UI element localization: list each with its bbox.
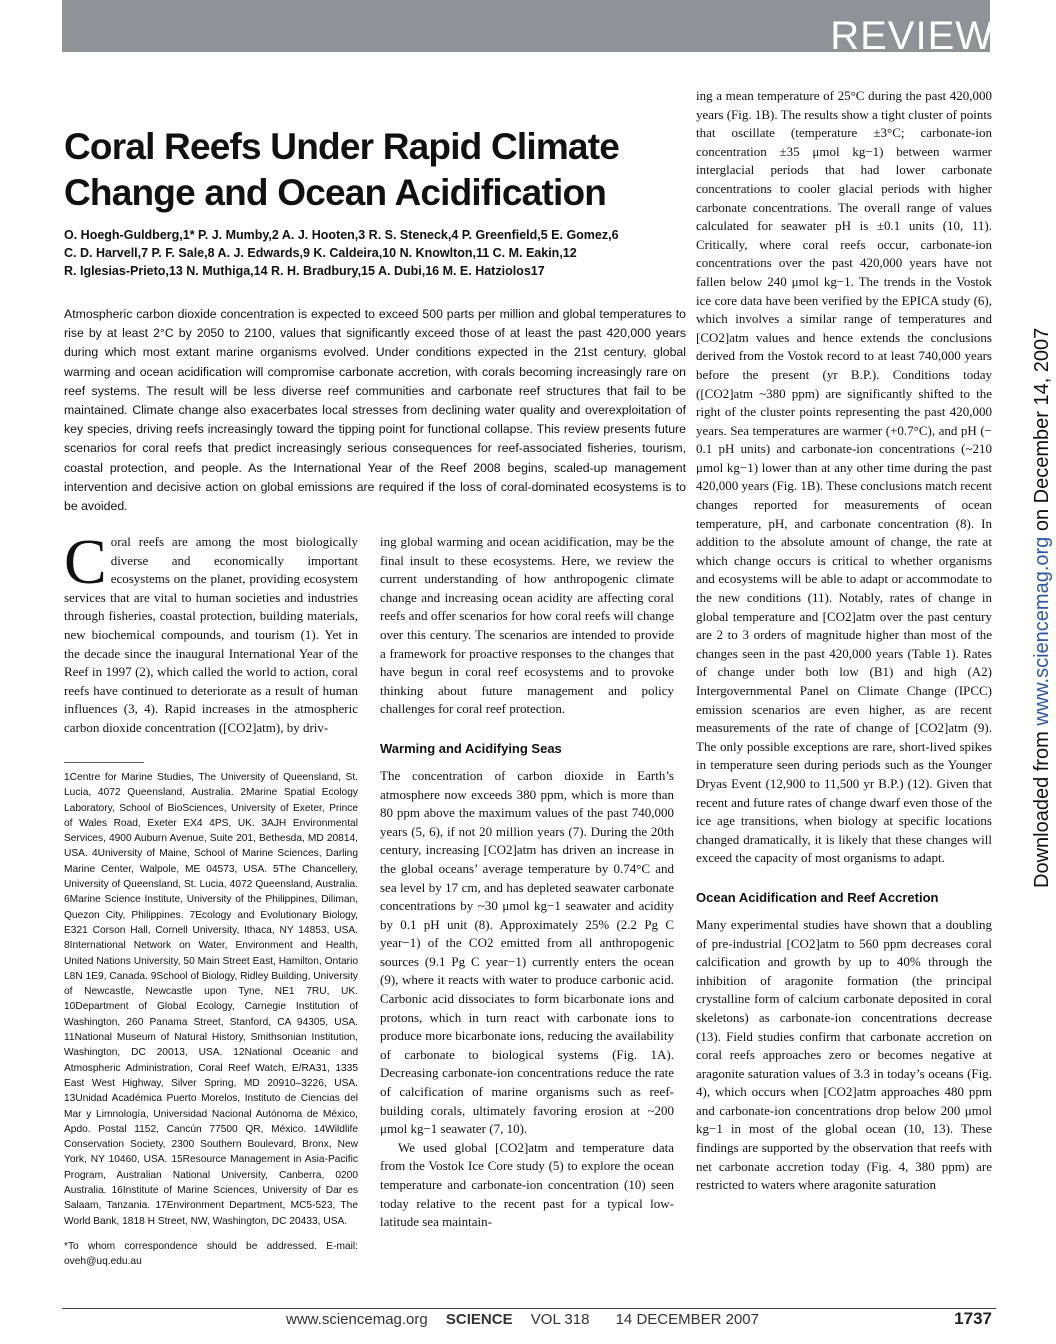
body-column-3 (696, 87, 992, 1195)
download-url-link[interactable]: www.sciencemag.org (1031, 536, 1053, 726)
title-line: Change and Ocean Acidification (64, 172, 607, 213)
download-note (1008, 178, 1056, 888)
page-number: 1737 (954, 1309, 992, 1328)
title-line: Coral Reefs Under Rapid Climate (64, 126, 620, 167)
section-heading-warming: Warming and Acidifying Seas (380, 740, 562, 756)
section-heading-acidification: Ocean Acidification and Reef Accretion (696, 889, 939, 905)
body-paragraph: We used global [CO2]atm and temperature data from the Vostok Ice Core study (5) to explore the ocean temperature and carbonate-ion concentration (10) seen today relative to the recent past for a typical low-latitude sea maintain- (380, 1139, 674, 1230)
author-line: C. D. Harvell,7 P. F. Sale,8 A. J. Edwards,9 K. Caldeira,10 N. Knowlton,11 C. M. Eakin,12 (64, 246, 577, 260)
body-paragraph: ing global warming and ocean acidification, may be the final insult to these ecosystems. Here, we review the current understanding of how anthropogenic climate change and increasing ocean acidity are affecting coral reefs and offer scenarios for how coral reefs will change over this century. The scenarios are intended to provide a framework for proactive responses to the changes that have begun in coral reef ecosystems and to provoke thinking about future management and policy challenges for coral reef protection. (380, 534, 674, 717)
footer-date: 14 DECEMBER 2007 (615, 1311, 759, 1328)
body-paragraph: oral reefs are among the most biologically diverse and economically important ecosystems on the planet, providing ecosystem services that are vital to human societies and industries through fisheries, coastal protection, building materials, new biochemical compounds, and tourism (1). Yet in the decade since the inaugural International Year of the Reef in 1997 (2), which called the world to action, coral reefs have continued to deteriorate as a result of human influences (3, 4). Rapid increases in the atmospheric carbon dioxide concentration ([CO2]atm), by driv- (64, 534, 358, 735)
download-prefix: Downloaded from (1031, 725, 1053, 888)
body-column-1 (64, 526, 358, 738)
body-paragraph: The concentration of carbon dioxide in Earth’s atmosphere now exceeds 380 ppm, which is more than 80 ppm above the maximum values of the past 740,000 years (5, 6), if not 20 million years (7). During the 20th century, increasing [CO2]atm has driven an increase in the global oceans’ average temperature by 0.74°C and sea level by 17 cm, and has depleted seawater carbonate concentrations by ~30 μmol kg−1 seawater and acidity by 0.1 pH unit (8). Approximately 25% (2.2 Pg C year−1) of the CO2 emitted from all anthropogenic sources (9.1 Pg C year−1) currently enters the ocean (9), where it reacts with water to produce carbonic acid. Carbonic acid dissociates to form bicarbonate ions and protons, which in turn react with carbonate ions to produce more bicarbonate ions, reducing the availability of carbonate to biological systems (Fig. 1A). Decreasing carbonate-ion concentrations reduce the rate of calcification of marine organisms such as reef-building corals, ultimately favoring erosion at ~200 μmol kg−1 seawater (7, 10). (380, 767, 674, 1137)
body-paragraph: ing a mean temperature of 25°C during the past 420,000 years (Fig. 1B). The results show a tight cluster of points that oscillate (temperature ±3°C; carbonate-ion concentration ±35 μmol kg−1) between warmer interglacial periods that had lower carbonate concentrations to cooler glacial periods with higher carbonate concentrations. The overall range of values calculated for seawater pH is ±0.1 units (10, 11). Critically, where coral reefs occur, carbonate-ion concentrations over the past 420,000 years have not fallen below 240 μmol kg−1. The trends in the Vostok ice core data have been verified by the EPICA study (6), which involves a similar range of temperatures and [CO2]atm values and hence extends the conclusions derived from the Vostok record to at least 740,000 years before the present (yr B.P.). Conditions today ([CO2]atm ~380 ppm) are significantly shifted to the right of the cluster points representing the past 420,000 years. Sea temperatures are warmer (+0.7°C), and pH (− 0.1 pH units) and carbonate-ion concentrations (~210 μmol kg−1) lower than at any other time during the past 420,000 years (Fig. 1B). These conclusions match recent changes reported for measurements of ocean temperature, pH, and carbonate concentration (8). In addition to the absolute amount of change, the rate at which change occurs is critical to whether organisms and ecosystems will be able to adapt or accommodate to the new conditions (11). Notably, rates of change in global temperature and [CO2]atm over the past century are 2 to 3 orders of magnitude higher than most of the changes seen in the past 420,000 years (Table 1). Rates of change under both low (B1) and high (A2) Intergovernmental Panel on Climate Change (IPCC) emission scenarios are even higher, as are recent measurements of the rate of change of [CO2]atm (9). The only possible exceptions are rare, short-lived spikes in temperature seen during periods such as the Younger Dryas Event (12,900 to 11,500 yr B.P.) (12). Given that recent and future rates of change dwarf even those of the ice age transitions, when biology at specific locations changed dramatically, it is likely that these changes will exceed the capacity of most organisms to adapt. (696, 88, 992, 866)
author-line: O. Hoegh-Guldberg,1* P. J. Mumby,2 A. J. Hooten,3 R. S. Steneck,4 P. Greenfield,5 E. Gomez,6 (64, 228, 619, 242)
affiliations-text: 1Centre for Marine Studies, The University of Queensland, St. Lucia, 4072 Queensland, Australia. 2Marine Spatial Ecology Laboratory, School of BioSciences, University of Exeter, Prince of Wales Road, Exeter EX4 4PS, UK. 3AJH Environmental Services, 4900 Auburn Avenue, Suite 201, Bethesda, MD 20814, USA. 4University of Maine, School of Marine Sciences, Darling Marine Center, Walpole, ME 04573, USA. 5The Chancellery, University of Queensland, St. Lucia, 4072 Queensland, Australia. 6Marine Science Institute, University of the Philippines, Diliman, Quezon City, Philippines. 7Ecology and Evolutionary Biology, E321 Corson Hall, Cornell University, Ithaca, NY 14853, USA. 8International Network on Water, Environment and Health, United Nations University, 50 Main Street East, Hamilton, Ontario L8N 1E9, Canada. 9School of Biology, Ridley Building, University of Newcastle, Newcastle upon Tyne, NE1 7RU, UK. 10Department of Global Ecology, Carnegie Institution of Washington, 260 Panama Street, Stanford, CA 94305, USA. 11National Museum of Natural History, Smithsonian Institution, Washington, DC 20013, USA. 12National Oceanic and Atmospheric Administration, Coral Reef Watch, E/RA31, 1335 East West Highway, Silver Spring, MD 20910–3226, USA. 13Unidad Académica Puerto Morelos, Instituto de Ciencias del Mar y Limnología, Universidad Nacional Autónoma de México, Apdo. Postal 1152, Cancún 77500 QR, México. 14Wildlife Conservation Society, 2300 Southern Boulevard, Bronx, New York, NY 10460, USA. 15Resource Management in Asia-Pacific Program, Australian National University, Canberra, 0200 Australia. 16Institute of Marine Sciences, University of Dar es Salaam, Tanzania. 17Environment Department, MC5-523, The World Bank, 1818 H Street, NW, Washington, DC 20433, USA. (64, 772, 358, 1227)
download-note-text (1020, 178, 1056, 888)
article-title (64, 124, 684, 216)
section-label: REVIEW (830, 14, 994, 58)
body-paragraph: Many experimental studies have shown that a doubling of pre-industrial [CO2]atm to 560 ppm decreases coral calcification and growth by up to 40% through the inhibition of aragonite formation (the principal crystalline form of calcium carbonate deposited in coral skeletons) as carbonate-ion concentrations decrease (13). Field studies confirm that carbonate accretion on coral reefs approaches zero or becomes negative at aragonite saturation values of 3.3 in today’s oceans (Fig. 4), which occurs when [CO2]atm approaches 480 ppm and carbonate-ion concentrations drop below 200 μmol kg−1 in most of the global ocean (10, 13). These findings are supported by the observation that reefs with net carbonate accretion today (Fig. 4, 380 ppm) are restricted to waters where aragonite saturation (696, 916, 992, 1193)
affiliations (64, 770, 358, 1270)
page-footer (286, 1311, 759, 1328)
download-suffix: on December 14, 2007 (1031, 327, 1053, 537)
abstract: Atmospheric carbon dioxide concentration is expected to exceed 500 parts per million and global temperatures to rise by at least 2°C by 2050 to 2100, values that significantly exceed those of at least the past 420,000 years during which most extant marine organisms evolved. Under conditions expected in the 21st century, global warming and ocean acidification will compromise carbonate accretion, with corals becoming increasingly rare on reef systems. The result will be less diverse reef communities and carbonate reef structures that fail to be maintained. Climate change also exacerbates local stresses from declining water quality and overexploitation of key species, driving reefs increasingly toward the tipping point for functional collapse. This review presents future scenarios for coral reefs that predict increasingly serious consequences for reef-associated fisheries, tourism, coastal protection, and people. As the International Year of the Reef 2008 begins, scaled-up management intervention and decisive action on global emissions are required if the loss of coral-dominated ecosystems is to be avoided. (64, 307, 686, 514)
correspondence-note: *To whom correspondence should be addressed. E-mail: oveh@uq.edu.au (64, 1240, 358, 1268)
drop-cap: C (64, 526, 107, 597)
footer-divider (62, 1308, 996, 1309)
affiliations-divider (64, 762, 144, 763)
footer-site-link[interactable]: www.sciencemag.org (286, 1311, 428, 1328)
footer-journal: SCIENCE (445, 1311, 513, 1328)
author-line: R. Iglesias-Prieto,13 N. Muthiga,14 R. H. Bradbury,15 A. Dubi,16 M. E. Hatziolos17 (64, 264, 545, 278)
author-list (64, 226, 686, 280)
footer-volume: VOL 318 (530, 1311, 590, 1328)
body-column-2 (380, 533, 674, 1232)
